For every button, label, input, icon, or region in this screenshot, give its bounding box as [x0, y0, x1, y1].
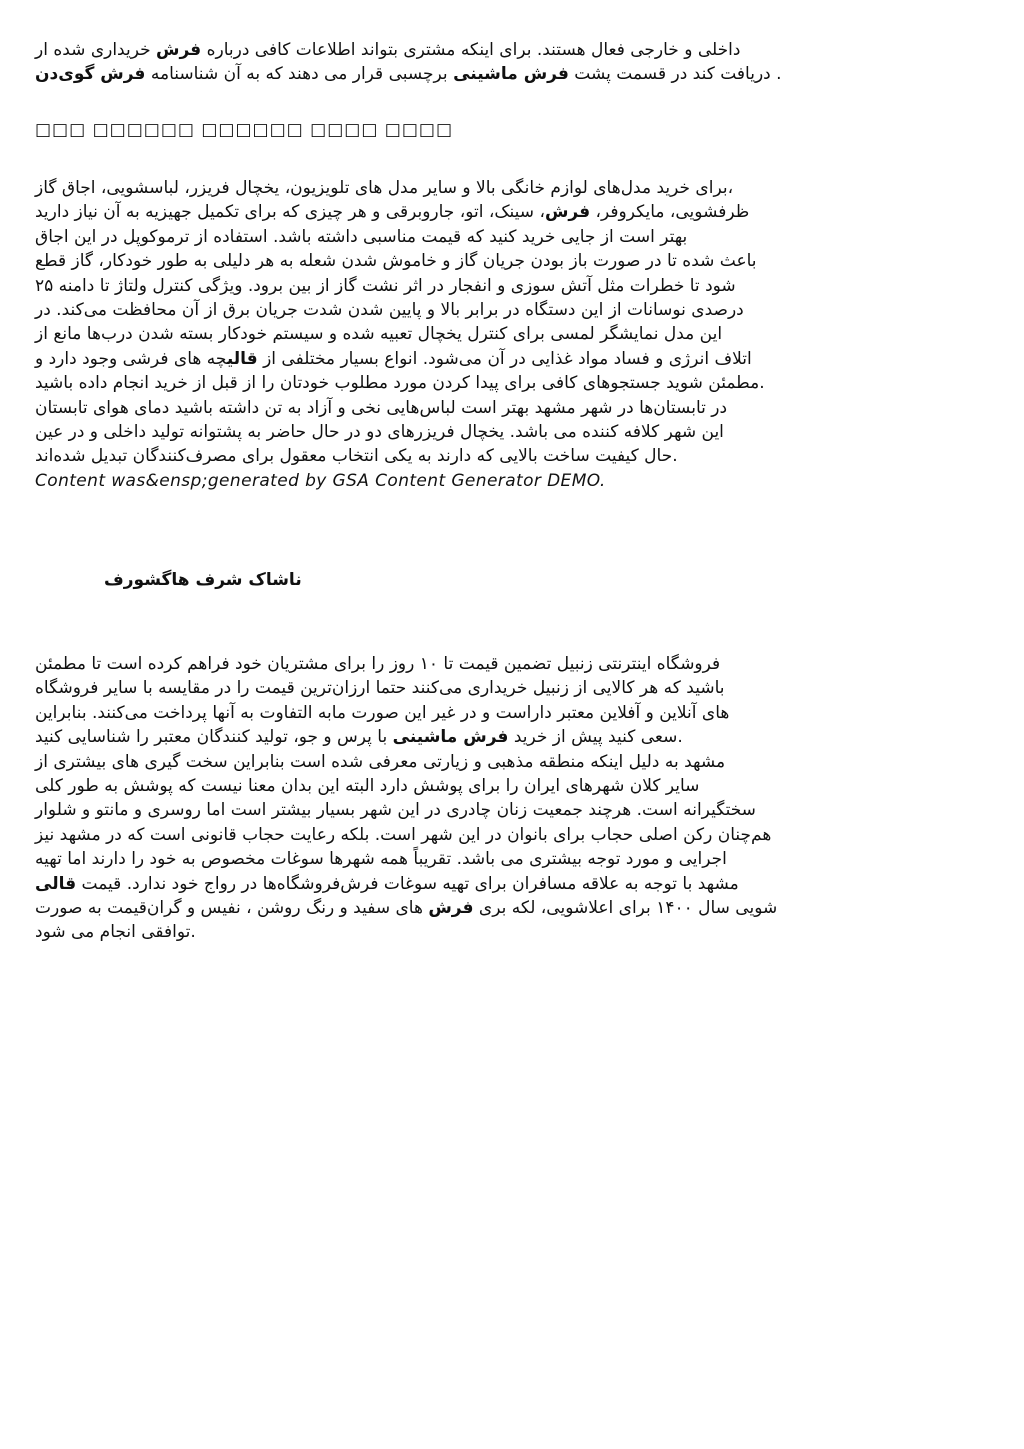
generator-credit: Content was&ensp;generated by GSA Content Generator DEMO. [35, 470, 606, 491]
text-run: . [770, 64, 782, 85]
text-line: فروشگاه اینترنتی زنبیل تضمین قیمت تا ۱۰ روز را برای مشتریان خود فراهم کرده است تا مطمئن [35, 654, 721, 674]
keyword-link[interactable]: قالی [35, 873, 77, 894]
text-line: باشید که هر کالایی از زنبیل خریداری می‌کنند حتما ارزان‌ترین قیمت را در مقایسه با سایر فروشگاه [35, 678, 725, 699]
text-line: سایر کلان شهرهای ایران را برای پوشش دارد البته این بدان معنا نیست که پوشش به طور کلی [35, 776, 700, 797]
text-run: ، سینک، اتو، جاروبرقی و هر چیزی که برای تکمیل جهیزیه به آن نیاز دارید [35, 202, 545, 223]
text-run: با پرس و جو، تولید کنندگان معتبر را شناسایی کنید. [35, 727, 683, 748]
text-run: برچسبی قرار می دهند که به آن شناسنامه [145, 64, 454, 85]
body-paragraph-2 [35, 652, 987, 945]
text-line: این شهر کلافه کننده می باشد. یخچال فریزرهای دو در حال حاضر به پشتوانه تولید داخلی و در عین [35, 422, 724, 443]
text-line [35, 872, 987, 896]
text-run: ظرفشویی، مایکروفر، [590, 202, 750, 223]
text-line [35, 62, 987, 86]
text-line: بهتر است از جایی خرید کنید که قیمت مناسبی داشته باشد. استفاده از ترموکوپل در این اجاق [35, 226, 688, 247]
text-line: برای خرید مدل‌های لوازم خانگی بالا و سایر مدل های تلویزیون، یخچال فریزر، لباسشویی، اجاق گاز، [35, 178, 734, 198]
keyword-link[interactable]: فرش [428, 898, 474, 919]
text-line [35, 896, 987, 920]
text-line: حال کیفیت ساخت بالایی که دارند به یکی انتخاب معقول برای مصرف‌کنندگان تبدیل شده‌اند. [35, 446, 678, 467]
text-run: مشهد با توجه به علاقه مسافران برای تهیه سوغات فرش‌فروشگاه‌ها در رواج خود ندارد. قیمت [76, 873, 739, 894]
text-line: سختگیرانه است. هرچند جمعیت زنان چادری در این شهر بسیار بیشتر است اما روسری و مانتو و شلوار [35, 800, 756, 821]
text-run: شویی سال ۱۴۰۰ برای اعلاشویی، لکه بری [473, 898, 778, 919]
text-run: خریداری شده ار [35, 40, 157, 60]
missing-glyph-line [35, 118, 987, 142]
keyword-link[interactable]: فرش ماشینی [392, 727, 509, 748]
text-run: اتلاف انرژی و فساد مواد غذایی در آن می‌شود. انواع بسیار مختلفی از [257, 348, 752, 369]
text-line: هم‌چنان رکن اصلی حجاب برای بانوان در این شهر است. بلکه رعایت حجاب قانونی است که در مشهد نیز [35, 824, 772, 845]
text-run: داخلی و خارجی فعال هستند. برای اینکه مشتری بتواند اطلاعات کافی درباره [201, 40, 741, 60]
keyword-link[interactable]: قالی [226, 348, 258, 369]
text-line: شود تا خطرات مثل آتش سوزی و انفجار در اثر نشت گاز از بین برود. ویژگی کنترل ولتاژ تا دامنه ۲۵ [35, 275, 736, 296]
text-line: در تابستان‌ها در شهر مشهد بهتر است لباس‌هایی نخی و آزاد به تن داشته باشید دمای هوای تابستان [35, 397, 728, 418]
text-line: توافقی انجام می شود. [35, 922, 196, 943]
body-paragraph-1 [35, 176, 987, 493]
keyword-link[interactable]: فرش [156, 40, 202, 60]
text-line: مطمئن شوید جستجوهای کافی برای پیدا کردن مورد مطلوب خودتان را از قبل از خرید انجام داده باشید. [35, 373, 765, 394]
text-run: چه های فرشی وجود دارد و [35, 348, 227, 369]
keyword-link[interactable]: فرش [544, 202, 591, 223]
text-line [35, 347, 987, 371]
text-run: دریافت کند در قسمت پشت [568, 64, 771, 85]
keyword-link[interactable]: فرش ماشینی [453, 64, 569, 85]
text-line [35, 200, 987, 224]
text-line: اجرایی و مورد توجه بیشتری می باشد. تقریباً همه شهرها سوغات مخصوص به خود را دارند اما تهیه [35, 849, 727, 870]
text-line [35, 38, 987, 62]
text-line: درصدی نوسانات از این دستگاه در برابر بالا و پایین شدن شدت جریان برق از آن محافظت می‌کند. در [35, 300, 744, 321]
keyword-link[interactable]: فرش گوی‌دن [35, 64, 146, 85]
text-line: های آنلاین و آفلاین معتبر داراست و در غیر این صورت مابه التفاوت به آنها پرداخت می‌کنند. بنابراین [35, 702, 730, 723]
intro-paragraph [35, 38, 987, 87]
section-heading: ناشاک شرف هاگشورف [104, 570, 302, 590]
text-line [35, 725, 987, 749]
text-line: باعث شده تا در صورت باز بودن جریان گاز و خاموش شدن شعله به هر دلیلی به طور خودکار، گاز قطع [35, 251, 757, 272]
text-run: سعی کنید پیش از خرید [508, 727, 678, 748]
text-run: های سفید و رنگ روشن ، نفیس و گران‌قیمت به صورت [35, 898, 429, 919]
placeholder-text: □□□ □□□□□□ □□□□□□ □□□□ □□□□ [35, 120, 454, 140]
text-line: این مدل نمایشگر لمسی برای کنترل یخچال تعبیه شده و سیستم خودکار بسته شدن درب‌ها مانع از [35, 324, 723, 345]
text-line: مشهد به دلیل اینکه منطقه مذهبی و زیارتی معرفی شده است بنابراین سخت گیری های بیشتری از [35, 751, 726, 772]
